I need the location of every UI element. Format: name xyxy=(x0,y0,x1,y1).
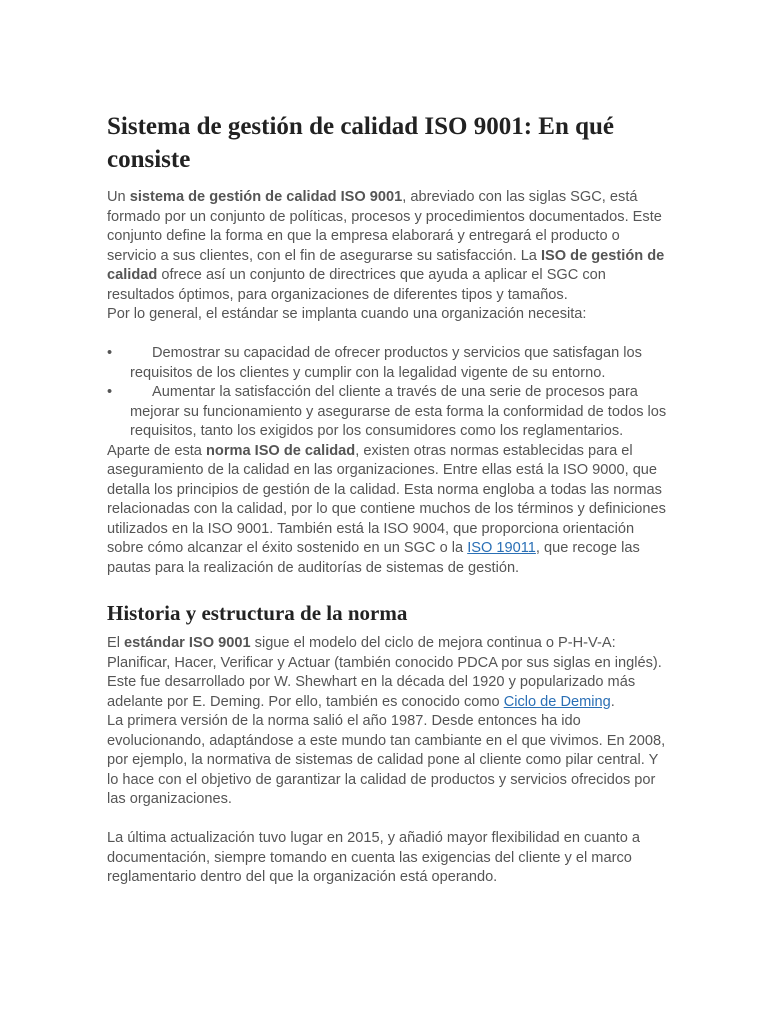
document-page xyxy=(107,110,667,888)
lead-paragraph: Por lo general, el estándar se implanta cuando una organización necesita: xyxy=(107,306,587,322)
versions-paragraph: La primera versión de la norma salió el año 1987. Desde entonces ha ido evolucionando, adaptándose a este mundo tan cambiante en el que vivimos. En 2008, por ejemplo, la normativa de sistemas de calidad pone al cliente como pilar central. Y lo hace con el objetivo de garantizar la calidad de productos y servicios ofrecidos por las organizaciones. xyxy=(107,713,666,807)
related-standards-paragraph xyxy=(107,442,667,579)
bullet-glyph: • xyxy=(107,345,113,361)
history-bold-1: estándar ISO 9001 xyxy=(124,635,251,651)
intro-text-1: Un xyxy=(107,189,130,205)
section-heading: Historia y estructura de la norma xyxy=(107,601,408,625)
intro-paragraph xyxy=(107,188,667,305)
spacer xyxy=(107,810,667,830)
latest-update-paragraph: La última actualización tuvo lugar en 2015, y añadió mayor flexibilidad en cuanto a documentación, siempre tomando en cuenta las exigencias del cliente y el marco reglamentario dentro del que la organización está operando. xyxy=(107,830,641,885)
history-text-2: sigue el modelo del ciclo de mejora continua o P-H-V-A: Planificar, Hacer, Verificar y Actuar (también conocido PDCA por sus siglas en inglés). Este fue desarrollado por W. Shewhart en la década del 1920 y popularizado más adelante por E. Deming. Por ello, también es conocido como xyxy=(107,635,662,710)
spacer xyxy=(107,325,667,345)
list-item-text: Demostrar su capacidad de ofrecer productos y servicios que satisfagan los requisitos de los clientes y cumplir con la legalidad vigente de su entorno. xyxy=(130,345,642,381)
requirements-list xyxy=(107,344,667,442)
history-text-1: El xyxy=(107,635,125,651)
deming-cycle-link[interactable]: Ciclo de Deming xyxy=(503,693,611,710)
intro-bold-2: ISO de gestión de calidad xyxy=(107,247,665,283)
aside-bold-1: norma ISO de calidad xyxy=(205,442,356,459)
intro-text-3: ofrece así un conjunto de directrices que ayuda a aplicar el SGC con resultados óptimos, para organizaciones de diferentes tipos y tamaños. xyxy=(107,267,606,303)
intro-bold-1: sistema de gestión de calidad ISO 9001 xyxy=(129,189,403,205)
list-item-text: Aumentar la satisfacción del cliente a través de una serie de procesos para mejorar su funcionamiento y asegurarse de esta forma la conformidad de todos los requisitos, tanto los exigidos por los consumidores como los reglamentarios. xyxy=(130,384,667,439)
history-paragraph xyxy=(107,634,667,712)
aside-text-2: , existen otras normas establecidas para el aseguramiento de la calidad en las organizaciones. Entre ellas está la ISO 9000, que detalla los principios de gestión de la calidad. Esta norma engloba a todas las normas relacionadas con la calidad, por lo que contiene muchos de los términos y definiciones utilizados en la ISO 9001. También está la ISO 9004, que proporciona orientación sobre cómo alcanzar el éxito sostenido en un SGC o la xyxy=(107,442,666,556)
list-item xyxy=(107,344,667,383)
list-item xyxy=(107,383,667,442)
intro-text-2: , abreviado con las siglas SGC, está formado por un conjunto de políticas, procesos y procedimientos documentados. Este conjunto define la forma en que la empresa elaborará y entregará el producto o servicio a sus clientes, con el fin de asegurarse su satisfacción. La xyxy=(107,189,662,264)
iso-19011-link[interactable]: ISO 19011 xyxy=(467,540,536,556)
history-text-3: . xyxy=(610,693,615,710)
aside-text-3: , que recoge las pautas para la realización de auditorías de sistemas de gestión. xyxy=(107,540,640,576)
aside-text-1: Aparte de esta xyxy=(107,442,206,459)
bullet-glyph: • xyxy=(107,384,113,400)
page-title: Sistema de gestión de calidad ISO 9001: En qué consiste xyxy=(107,113,615,173)
